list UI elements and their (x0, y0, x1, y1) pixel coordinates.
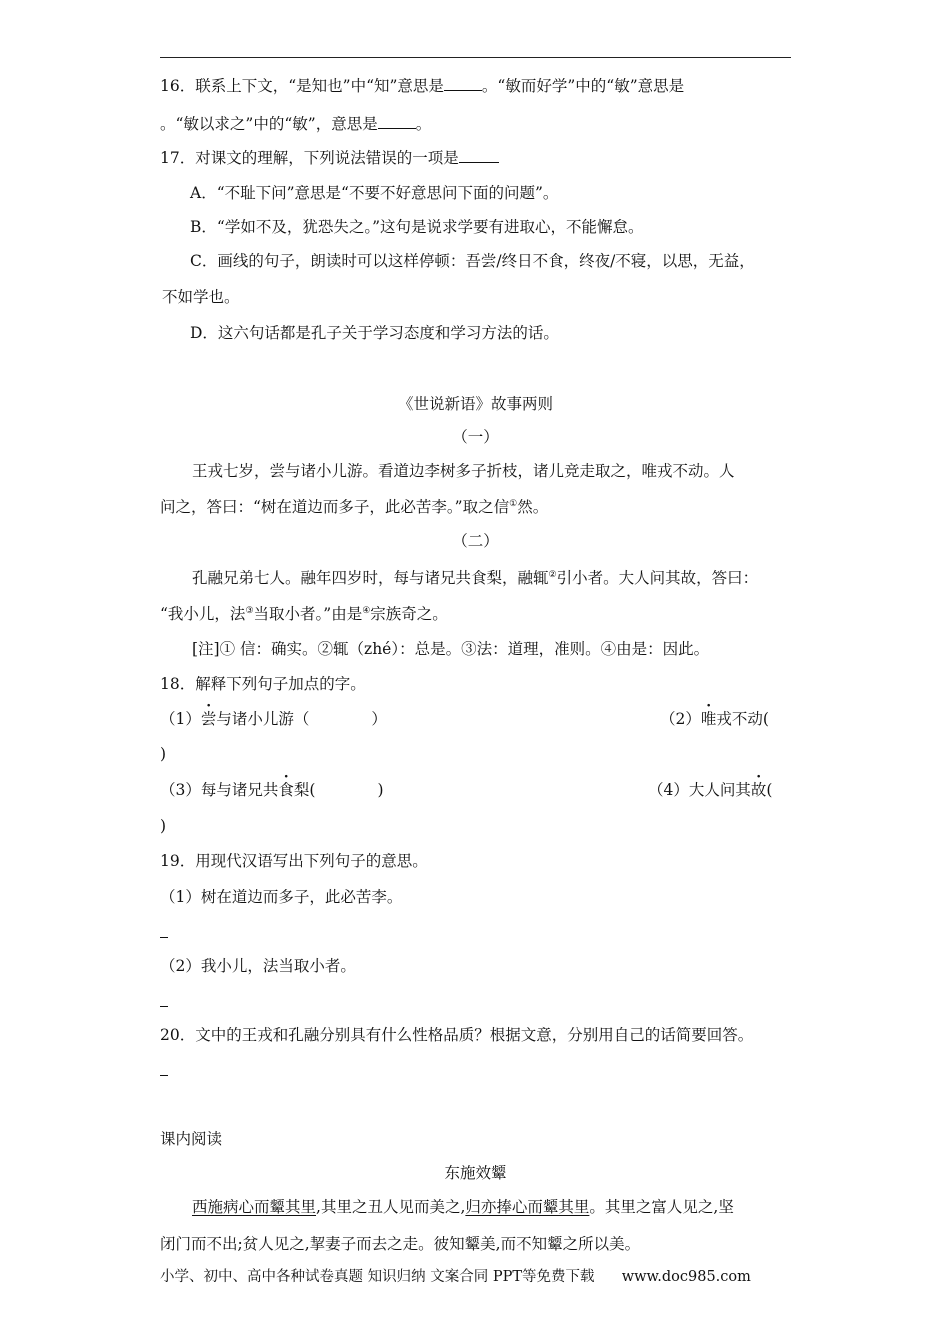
q16-line-1: 16．联系上下文，“是知也”中“知”意思是 。“敏而好学”中的“敏”意思是 (160, 77, 685, 95)
passage-title: 《世说新语》故事两则 (397, 395, 553, 413)
dotted-char: 尝 (200, 710, 217, 728)
story-one-line-2: 问之，答曰：“树在道边而多子，此必苦李。”取之信①然。 (160, 498, 549, 516)
dotted-char: 故 (750, 781, 767, 799)
q17-option-c-cont: 不如学也。 (162, 288, 240, 306)
dotted-char: 唯 (700, 710, 717, 728)
answer-blank[interactable] (444, 76, 482, 91)
q20-stem: 20．文中的王戎和孔融分别具有什么性格品质？根据文意，分别用自己的话简要回答。 (160, 1026, 754, 1044)
q19-sentence-1: （1）树在道边而多子，此必苦李。 (160, 888, 403, 906)
answer-line[interactable] (160, 1006, 168, 1007)
footnotes: [注]① 信：确实。②辄（zhé）：总是。③法：道理，准则。④由是：因此。 (192, 640, 710, 658)
section-one-label: （一） (452, 428, 499, 446)
q18-item-4: （4）大人问其故( (648, 781, 773, 799)
answer-line[interactable] (160, 1075, 168, 1076)
answer-line[interactable] (160, 937, 168, 938)
footer-link[interactable]: www.doc985.com (621, 1269, 751, 1285)
passage-2-line-2: 闭门而不出;贫人见之,挈妻子而去之走。彼知颦美,而不知颦之所以美。 (160, 1235, 641, 1253)
q16-line-2: 。“敏以求之”中的“敏”，意思是 。 (160, 115, 432, 133)
footer-text: 小学、初中、高中各种试卷真题 知识归纳 文案合同 PPT等免费下载 (160, 1269, 595, 1285)
q18-item-2: （2）唯戎不动( (660, 710, 769, 728)
passage-title-2: 东施效颦 (444, 1164, 507, 1182)
story-two-line-1: 孔融兄弟七人。融年四岁时，每与诸兄共食梨，融辄②引小者。大人问其故，答曰： (192, 569, 759, 587)
answer-blank[interactable] (459, 148, 499, 163)
story-two-line-2: “我小儿，法③当取小者。”由是④宗族奇之。 (160, 605, 448, 623)
q17-stem: 17．对课文的理解，下列说法错误的一项是 (160, 147, 499, 169)
q18-item-2-close: ) (160, 745, 167, 763)
section-two-label: （二） (452, 532, 499, 550)
q18-item-3: （3）每与诸兄共食梨( ) (160, 781, 384, 799)
q17-option-b: B．“学如不及，犹恐失之。”这句是说求学要有进取心，不能懈怠。 (190, 218, 644, 236)
top-rule (160, 57, 791, 58)
section-heading: 课内阅读 (160, 1130, 223, 1148)
q17-option-c: C．画线的句子，朗读时可以这样停顿：吾尝/终日不食，终夜/不寝，以思，无益， (190, 252, 755, 270)
q18-item-4-close: ) (160, 817, 167, 835)
answer-blank[interactable] (378, 114, 416, 129)
q17-option-a: A．“不耻下问”意思是“不要不好意思问下面的问题”。 (190, 184, 559, 202)
dotted-char: 食 (278, 781, 294, 799)
passage-2-line-1: 西施病心而颦其里,其里之丑人见而美之,归亦捧心而颦其里。其里之富人见之,坚 (192, 1198, 734, 1216)
q19-stem: 19．用现代汉语写出下列句子的意思。 (160, 852, 428, 870)
story-one-line-1: 王戎七岁，尝与诸小儿游。看道边李树多子折枝，诸儿竞走取之，唯戎不动。人 (192, 462, 735, 480)
q19-sentence-2: （2）我小儿，法当取小者。 (160, 957, 356, 975)
q17-option-d: D．这六句话都是孔子关于学习态度和学习方法的话。 (190, 324, 559, 342)
q18-stem: 18．解释下列句子加点的字。 (160, 675, 366, 693)
footer (160, 1266, 751, 1288)
q18-item-1: （1）尝与诸小儿游（ ） (160, 710, 387, 728)
